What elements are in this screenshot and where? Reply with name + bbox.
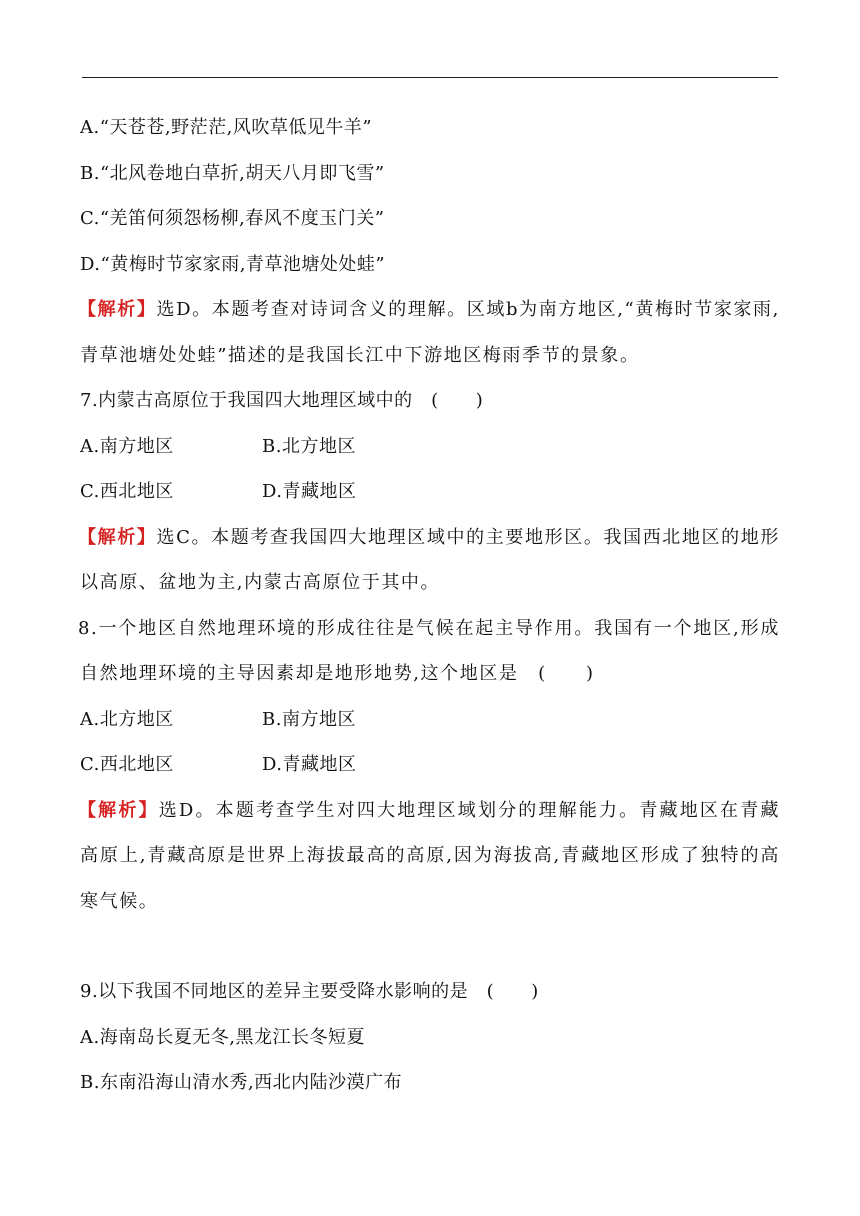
- q8-stem: 8.一个地区自然地理环境的形成往往是气候在起主导作用。我国有一个地区,形成自然地理环境的主导因素却是地形地势,这个地区是 ( ): [78, 617, 780, 684]
- q7-option-b: B.北方地区: [262, 435, 356, 457]
- document-body: [80, 105, 780, 1106]
- analysis-text: 选C。本题考查我国四大地理区域中的主要地形区。我国西北地区的地形以高原、盆地为主,内蒙古高原位于其中。: [80, 526, 780, 593]
- analysis-text: 选D。本题考查学生对四大地理区域划分的理解能力。青藏地区在青藏高原上,青藏高原是世界上海拔最高的高原,因为海拔高,青藏地区形成了独特的高寒气候。: [80, 799, 780, 912]
- analysis-text: 选D。本题考查对诗词含义的理解。区域b为南方地区,“黄梅时节家家雨,青草池塘处处蛙”描述的是我国长江中下游地区梅雨季节的景象。: [80, 299, 780, 366]
- q7-options-row-2: [80, 469, 780, 515]
- q8-option-d: D.青藏地区: [262, 754, 357, 775]
- q8-option-c: C.西北地区: [80, 754, 174, 775]
- q8-options-row-1: [80, 697, 780, 743]
- q9-stem: 9.以下我国不同地区的差异主要受降水影响的是 ( ): [80, 981, 539, 1002]
- analysis-tag: 【解析】: [78, 299, 157, 320]
- q9-option-a: A.海南岛长夏无冬,黑龙江长冬短夏: [80, 1026, 365, 1048]
- q6-option-c: C.“羌笛何须怨杨柳,春风不度玉门关”: [80, 208, 385, 229]
- q8-options-row-2: [80, 742, 780, 788]
- q6-analysis: [80, 287, 780, 378]
- q8-option-b: B.南方地区: [262, 708, 356, 730]
- q6-option-a: A.“天苍苍,野茫茫,风吹草低见牛羊”: [80, 117, 373, 138]
- analysis-tag: 【解析】: [78, 526, 157, 548]
- q6-option-b: B.“北风卷地白草折,胡天八月即飞雪”: [80, 162, 385, 184]
- analysis-tag: 【解析】: [78, 799, 159, 821]
- q7-option-c: C.西北地区: [80, 481, 174, 502]
- q7-option-d: D.青藏地区: [262, 481, 357, 502]
- q9-option-b: B.东南沿海山清水秀,西北内陆沙漠广布: [80, 1072, 403, 1093]
- q7-analysis: [80, 515, 780, 606]
- q7-options-row-1: [80, 424, 780, 470]
- q8-option-a: A.北方地区: [80, 708, 174, 730]
- q7-option-a: A.南方地区: [80, 435, 174, 457]
- q8-analysis: [80, 788, 780, 925]
- blank-gap: [80, 924, 780, 969]
- q6-option-d: D.“黄梅时节家家雨,青草池塘处处蛙”: [80, 253, 386, 275]
- q7-stem: 7.内蒙古高原位于我国四大地理区域中的 ( ): [80, 390, 484, 411]
- header-rule: [82, 77, 778, 78]
